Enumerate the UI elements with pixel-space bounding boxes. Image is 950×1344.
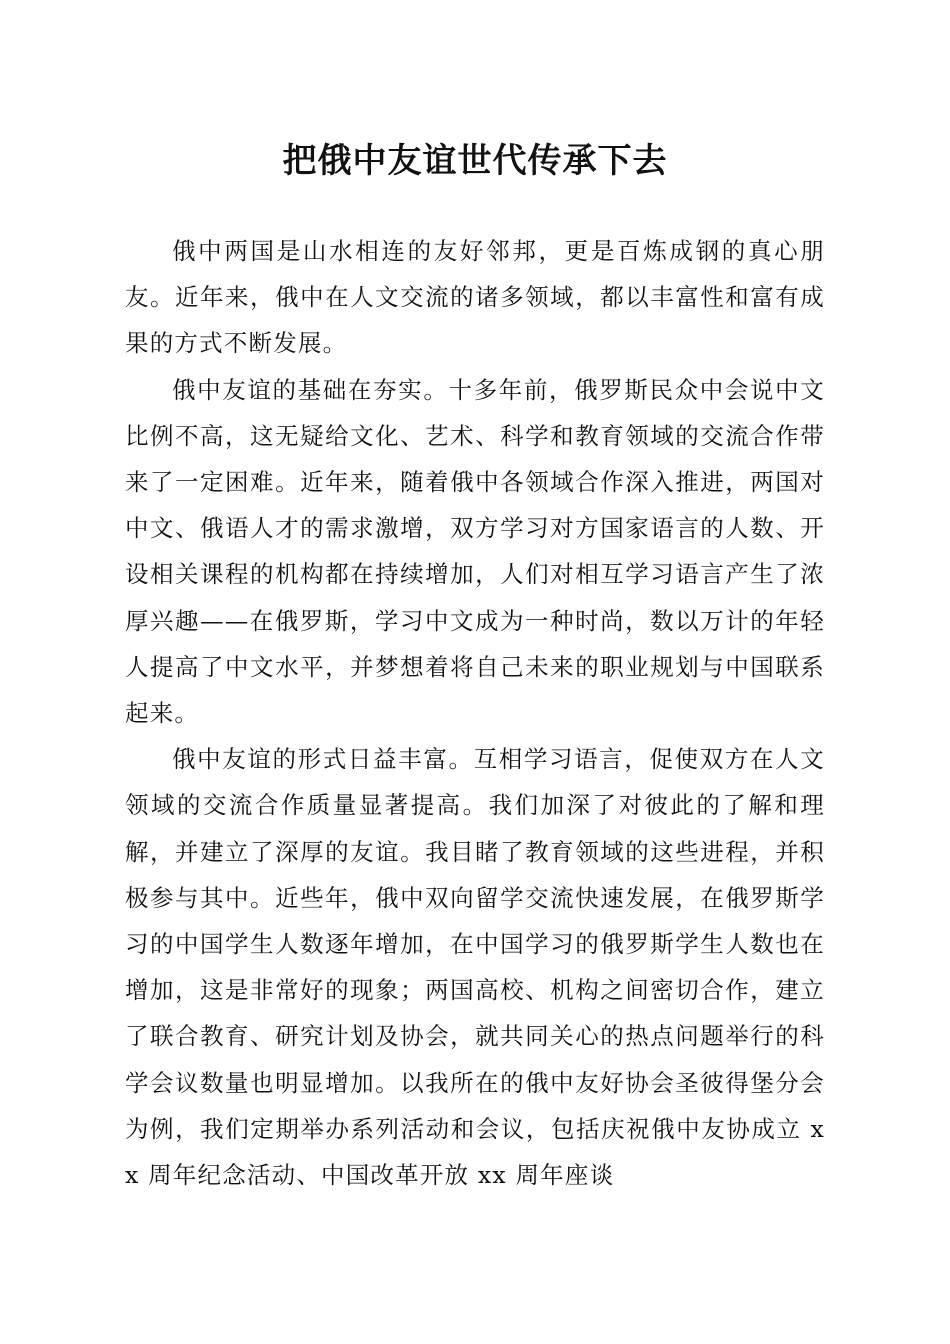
paragraph-2: 俄中友谊的基础在夯实。十多年前，俄罗斯民众中会说中文比例不高，这无疑给文化、艺术、科学和教育领域的交流合作带来了一定困难。近年来，随着俄中各领域合作深入推进，两国对中文、俄语人才的需求激增，双方学习对方国家语言的人数、开设相关课程的机构都在持续增加，人们对相互学习语言产生了浓厚兴趣——在俄罗斯，学习中文成为一种时尚，数以万计的年轻人提高了中文水平，并梦想着将自己未来的职业规划与中国联系起来。 [125, 375, 825, 728]
paragraph-3: 俄中友谊的形式日益丰富。互相学习语言，促使双方在人文领域的交流合作质量显著提高。我们加深了对彼此的了解和理解，并建立了深厚的友谊。我目睹了教育领域的这些进程，并积极参与其中。近些年，俄中双向留学交流快速发展，在俄罗斯学习的中国学生人数逐年增加，在中国学习的俄罗斯学生人数也在增加，这是非常好的现象；两国高校、机构之间密切合作，建立了联合教育、研究计划及协会，就共同关心的热点问题举行的科学会议数量也明显增加。以我所在的俄中友好协会圣彼得堡分会为例，我们定期举办系列活动和会议，包括庆祝俄中友协成立 xx 周年纪念活动、中国改革开放 xx 周年座谈 [125, 745, 825, 1190]
document-title: 把俄中友谊世代传承下去 [282, 141, 668, 181]
document-body [125, 228, 825, 1198]
paragraph-1: 俄中两国是山水相连的友好邻邦，更是百炼成钢的真心朋友。近年来，俄中在人文交流的诸多领域，都以丰富性和富有成果的方式不断发展。 [125, 237, 825, 358]
